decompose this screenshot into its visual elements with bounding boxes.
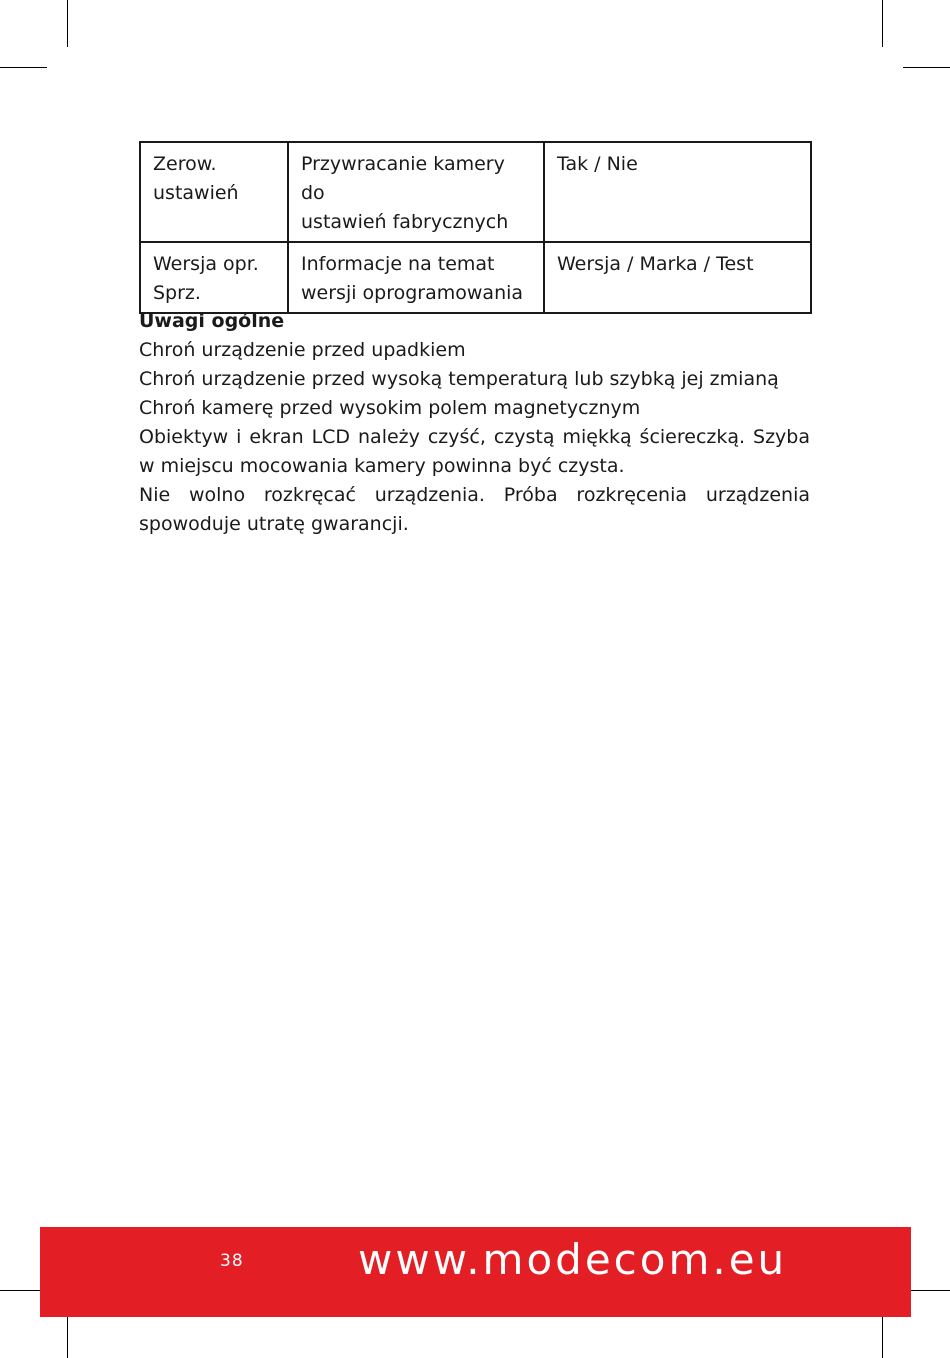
settings-table — [139, 141, 812, 314]
crop-mark — [67, 1311, 68, 1358]
setting-name-cell: Zerow. ustawień — [140, 142, 288, 242]
note-item: Chroń kamerę przed wysokim polem magnetycznym — [139, 397, 641, 419]
crop-mark — [882, 0, 883, 47]
setting-description-cell: Informacje na temat wersji oprogramowania — [288, 242, 544, 313]
note-item: Obiektyw i ekran LCD należy czyść, czystą miękką ściereczką. Szyba w miejscu mocowania kamery powinna być czysta. — [139, 426, 810, 477]
setting-options-cell: Wersja / Marka / Test — [544, 242, 811, 313]
general-notes-section — [139, 307, 810, 539]
crop-mark — [903, 67, 950, 68]
website-url: www.modecom.eu — [358, 1235, 788, 1284]
note-item: Nie wolno rozkręcać urządzenia. Próba rozkręcenia urządzenia spowoduje utratę gwarancji. — [139, 484, 810, 535]
setting-options-cell: Tak / Nie — [544, 142, 811, 242]
note-item: Chroń urządzenie przed upadkiem — [139, 339, 466, 361]
note-item: Chroń urządzenie przed wysoką temperaturą lub szybką jej zmianą — [139, 368, 779, 390]
table-row — [140, 242, 811, 313]
footer-bar — [40, 1227, 911, 1317]
crop-mark — [67, 0, 68, 47]
setting-description-cell: Przywracanie kamery do ustawień fabrycznych — [288, 142, 544, 242]
page-number: 38 — [220, 1251, 244, 1271]
table-row — [140, 142, 811, 242]
setting-name-cell: Wersja opr. Sprz. — [140, 242, 288, 313]
crop-mark — [0, 67, 47, 68]
crop-mark — [882, 1311, 883, 1358]
notes-heading: Uwagi ogólne — [139, 310, 285, 332]
